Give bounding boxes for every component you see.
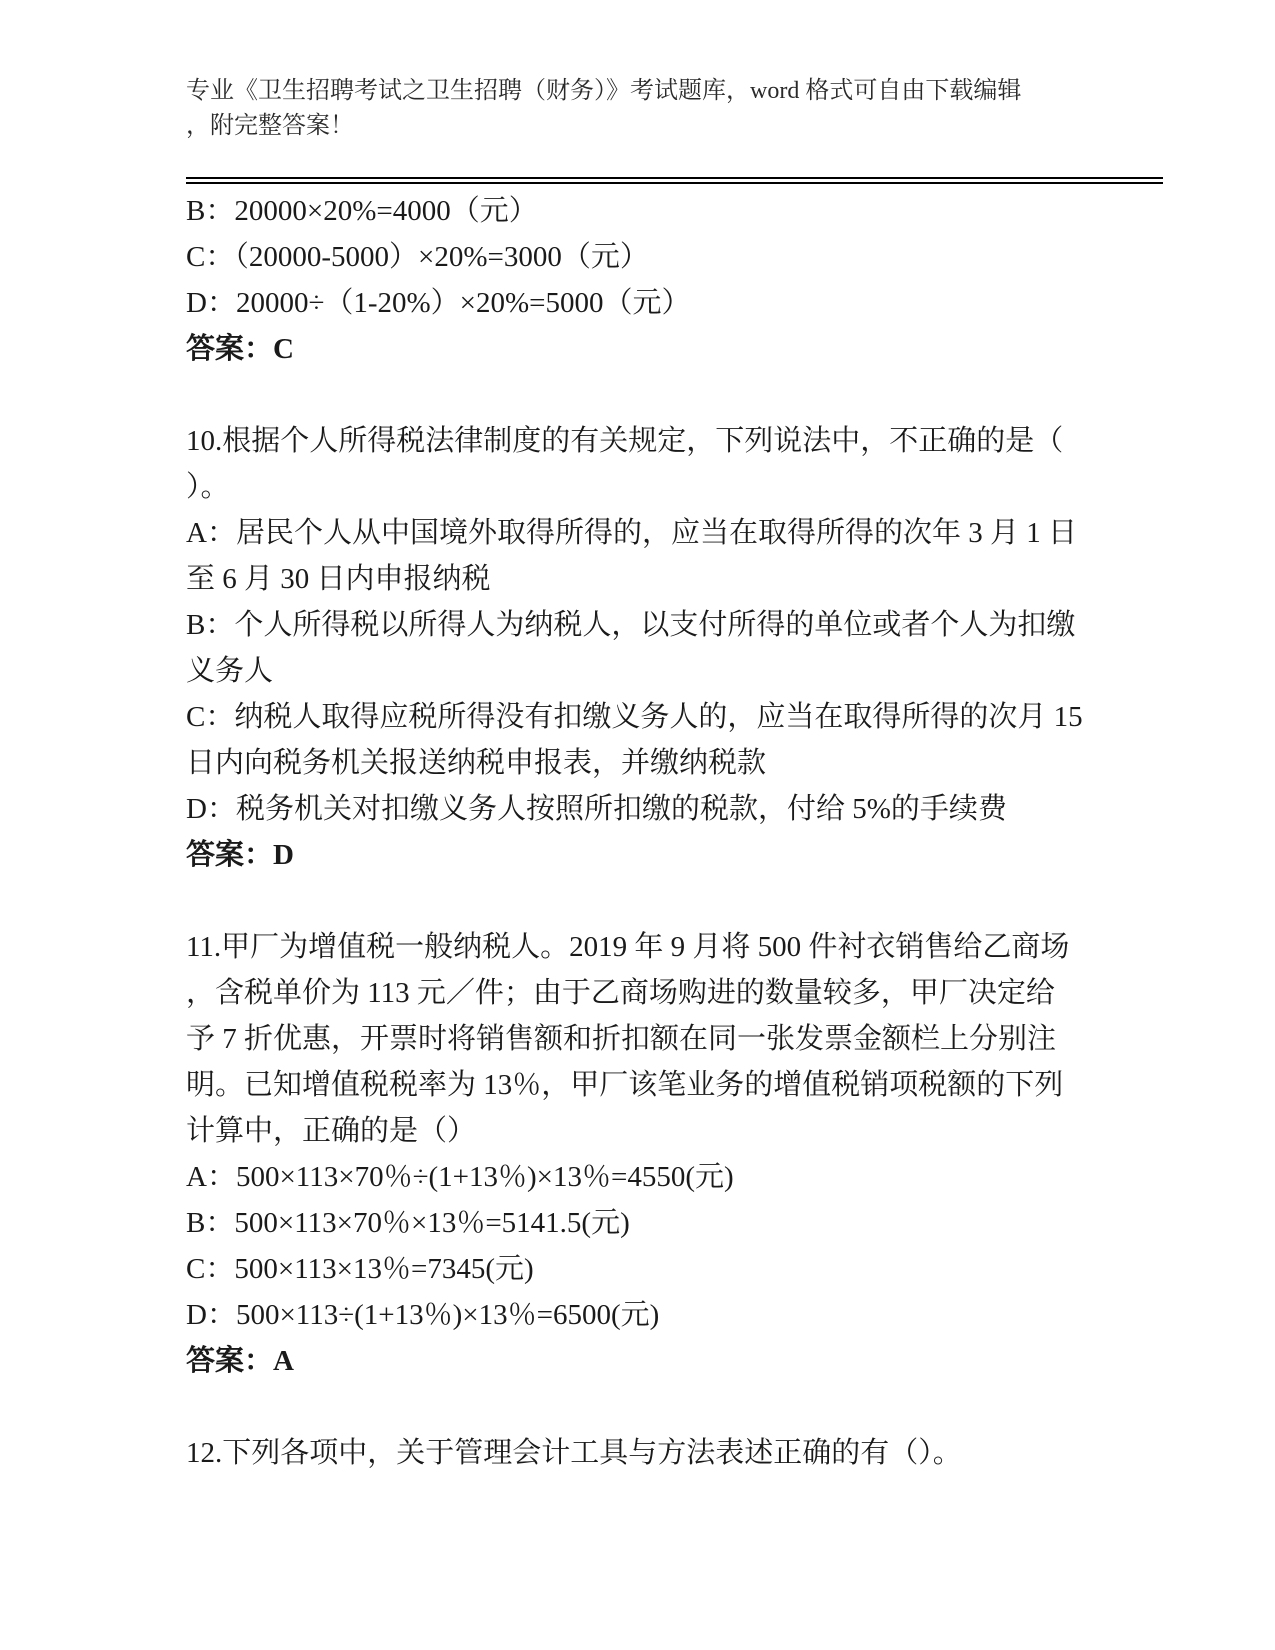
question-10-stem-line-2: ）。 <box>186 471 230 503</box>
question-10-option-c-line-1: C：纳税人取得应税所得没有扣缴义务人的，应当在取得所得的次月 15 <box>186 701 1083 733</box>
question-10-answer: 答案：D <box>186 839 294 871</box>
question-9-option-d: D：20000÷（1-20%）×20%=5000（元） <box>186 287 691 319</box>
header-divider-double-rule <box>186 177 1163 184</box>
question-11-option-a: A：500×113×70％÷(1+13％)×13％=4550(元) <box>186 1161 734 1193</box>
question-10-option-b-line-1: B：个人所得税以所得人为纳税人，以支付所得的单位或者个人为扣缴 <box>186 609 1076 641</box>
header-line-1: 专业《卫生招聘考试之卫生招聘（财务）》考试题库，word 格式可自由下载编辑 <box>186 78 1022 104</box>
question-10-option-b-line-2: 义务人 <box>186 655 274 687</box>
question-11-stem-line-3: 予 7 折优惠，开票时将销售额和折扣额在同一张发票金额栏上分别注 <box>186 1023 1057 1055</box>
question-10-option-c-line-2: 日内向税务机关报送纳税申报表，并缴纳税款 <box>186 747 767 779</box>
document-body <box>186 188 1186 1476</box>
question-9-option-b: B：20000×20%=4000（元） <box>186 195 538 227</box>
question-9-option-c: C：（20000-5000）×20%=3000（元） <box>186 241 649 273</box>
question-11-block <box>186 924 1186 1384</box>
question-11-option-d: D：500×113÷(1+13％)×13％=6500(元) <box>186 1299 660 1331</box>
question-10-block <box>186 418 1186 878</box>
question-10-option-d: D：税务机关对扣缴义务人按照所扣缴的税款，付给 5%的手续费 <box>186 793 1007 825</box>
question-10-stem-line-1: 10.根据个人所得税法律制度的有关规定，下列说法中，不正确的是（ <box>186 425 1064 457</box>
question-11-stem-line-1: 11.甲厂为增值税一般纳税人。2019 年 9 月将 500 件衬衣销售给乙商场 <box>186 931 1070 963</box>
document-header <box>186 74 1166 144</box>
question-9-answer: 答案：C <box>186 333 294 365</box>
question-11-stem-line-2: ，含税单价为 113 元／件；由于乙商场购进的数量较多，甲厂决定给 <box>186 977 1055 1009</box>
question-10-option-a-line-1: A：居民个人从中国境外取得所得的，应当在取得所得的次年 3 月 1 日 <box>186 517 1077 549</box>
question-11-option-c: C：500×113×13％=7345(元) <box>186 1253 534 1285</box>
question-9-options-block <box>186 188 1186 372</box>
header-line-2: ，附完整答案！ <box>186 113 354 139</box>
question-11-stem-line-4: 明。已知增值税税率为 13％，甲厂该笔业务的增值税销项税额的下列 <box>186 1069 1064 1101</box>
question-11-option-b: B：500×113×70％×13％=5141.5(元) <box>186 1207 630 1239</box>
question-11-stem-line-5: 计算中，正确的是（） <box>186 1115 477 1147</box>
question-11-answer: 答案：A <box>186 1345 294 1377</box>
question-10-option-a-line-2: 至 6 月 30 日内申报纳税 <box>186 563 491 595</box>
question-12-block <box>186 1430 1186 1476</box>
question-12-stem-line-1: 12.下列各项中，关于管理会计工具与方法表述正确的有（）。 <box>186 1437 962 1469</box>
